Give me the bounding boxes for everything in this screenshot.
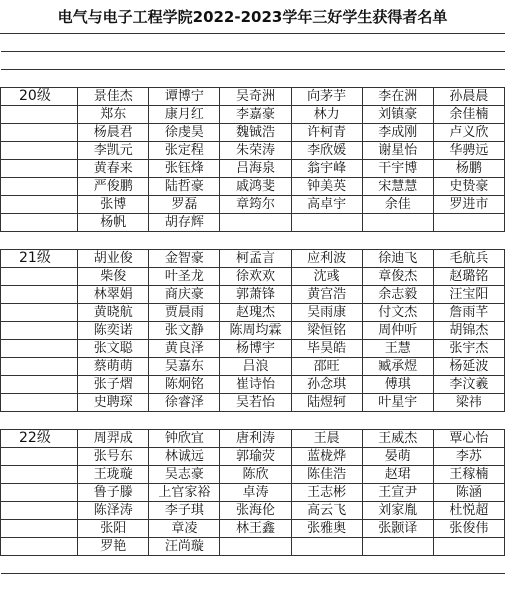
grade-cell: [1, 268, 78, 286]
student-name-cell: 黄春来: [78, 160, 149, 178]
student-name-cell: 张宇杰: [433, 340, 504, 358]
grade-label: 21级: [1, 250, 78, 268]
student-name-cell: 胡存辉: [149, 214, 220, 232]
student-name-cell: 叶星宇: [362, 394, 433, 412]
student-name-cell: 晏萌: [362, 448, 433, 466]
table-row: [1, 520, 505, 538]
student-name-cell: 余佳: [362, 196, 433, 214]
grade-cell: [1, 178, 78, 196]
student-name-cell: 蓝栊烨: [291, 448, 362, 466]
grade-cell: [1, 520, 78, 538]
spacer-row: [1, 556, 505, 574]
student-name-cell: 罗进市: [433, 196, 504, 214]
student-name-cell: 王志彬: [291, 484, 362, 502]
table-row: [1, 106, 505, 124]
student-name-cell: 陈欣: [220, 466, 291, 484]
student-name-cell: 李欣媛: [291, 142, 362, 160]
grade-label: 22级: [1, 430, 78, 448]
student-name-cell: 黄晓航: [78, 304, 149, 322]
student-name-cell: 黄良泽: [149, 340, 220, 358]
student-name-cell: 赵珺: [362, 466, 433, 484]
student-name-cell: 徐虔昊: [149, 124, 220, 142]
student-name-cell: 宋慧慧: [362, 178, 433, 196]
table-row: [1, 358, 505, 376]
grade-cell: [1, 196, 78, 214]
student-name-cell: [220, 214, 291, 232]
student-name-cell: 付文杰: [362, 304, 433, 322]
student-name-cell: 上官家裕: [149, 484, 220, 502]
student-name-cell: 赵瑰杰: [220, 304, 291, 322]
student-name-cell: 张定程: [149, 142, 220, 160]
student-name-cell: 高云飞: [291, 502, 362, 520]
student-name-cell: 向茅芋: [291, 88, 362, 106]
student-name-cell: 吕海泉: [220, 160, 291, 178]
student-name-cell: 陈周均霖: [220, 322, 291, 340]
student-name-cell: 魏铖浩: [220, 124, 291, 142]
spacer-row: [1, 34, 505, 52]
student-name-cell: 叶圣龙: [149, 268, 220, 286]
student-name-cell: 陈佳浩: [291, 466, 362, 484]
student-name-cell: 余佳楠: [433, 106, 504, 124]
student-name-cell: 杨延波: [433, 358, 504, 376]
roster-body: [1, 34, 505, 591]
table-row: [1, 142, 505, 160]
table-row: [1, 394, 505, 412]
table-row: [1, 376, 505, 394]
table-row: [1, 214, 505, 232]
student-name-cell: 谢星怡: [362, 142, 433, 160]
student-name-cell: 章凌: [149, 520, 220, 538]
student-name-cell: 刘镇豪: [362, 106, 433, 124]
student-name-cell: 张号东: [78, 448, 149, 466]
student-name-cell: 卢义欣: [433, 124, 504, 142]
student-name-cell: 王宣尹: [362, 484, 433, 502]
student-name-cell: 刘家胤: [362, 502, 433, 520]
grade-cell: [1, 376, 78, 394]
student-name-cell: 徐欢欢: [220, 268, 291, 286]
spacer-cell: [1, 34, 505, 52]
spacer-cell: [1, 52, 505, 70]
student-name-cell: 吴奇洲: [220, 88, 291, 106]
grade-label: 20级: [1, 88, 78, 106]
table-row: [1, 250, 505, 268]
grade-cell: [1, 466, 78, 484]
student-name-cell: 华骋远: [433, 142, 504, 160]
student-name-cell: 钟美英: [291, 178, 362, 196]
student-name-cell: 张钰烽: [149, 160, 220, 178]
student-name-cell: 章俊杰: [362, 268, 433, 286]
student-name-cell: 傅琪: [362, 376, 433, 394]
student-name-cell: 林力: [291, 106, 362, 124]
student-name-cell: 孙念琪: [291, 376, 362, 394]
student-name-cell: 毕昊皓: [291, 340, 362, 358]
student-name-cell: 谭博宁: [149, 88, 220, 106]
student-name-cell: 李凯元: [78, 142, 149, 160]
grade-cell: [1, 340, 78, 358]
table-row: [1, 268, 505, 286]
grade-cell: [1, 502, 78, 520]
spacer-cell: [1, 574, 505, 591]
student-name-cell: [291, 214, 362, 232]
student-name-cell: 陆煜轲: [291, 394, 362, 412]
roster-table: [0, 34, 505, 591]
student-name-cell: 杜悦超: [433, 502, 504, 520]
table-row: [1, 160, 505, 178]
grade-cell: [1, 106, 78, 124]
student-name-cell: 郑东: [78, 106, 149, 124]
table-row: [1, 304, 505, 322]
student-name-cell: 张俊伟: [433, 520, 504, 538]
student-name-cell: [220, 538, 291, 556]
grade-cell: [1, 124, 78, 142]
student-name-cell: 戚鸿斐: [220, 178, 291, 196]
student-name-cell: [433, 214, 504, 232]
student-name-cell: 杨鹏: [433, 160, 504, 178]
student-name-cell: 史聘琛: [78, 394, 149, 412]
student-name-cell: 翁宇峰: [291, 160, 362, 178]
student-name-cell: 杨晨君: [78, 124, 149, 142]
student-name-cell: 王晨: [291, 430, 362, 448]
student-name-cell: 张海伦: [220, 502, 291, 520]
student-name-cell: 张博: [78, 196, 149, 214]
student-name-cell: 卓涛: [220, 484, 291, 502]
spacer-row: [1, 52, 505, 70]
student-name-cell: 吴若怡: [220, 394, 291, 412]
student-name-cell: 汪尚璇: [149, 538, 220, 556]
student-name-cell: 杨帆: [78, 214, 149, 232]
student-name-cell: 朱荣涛: [220, 142, 291, 160]
student-name-cell: 黄宫浩: [291, 286, 362, 304]
student-name-cell: 林翠娟: [78, 286, 149, 304]
student-name-cell: 林王鑫: [220, 520, 291, 538]
spacer-cell: [1, 70, 505, 88]
grade-cell: [1, 484, 78, 502]
student-name-cell: 徐睿泽: [149, 394, 220, 412]
student-name-cell: 梁祎: [433, 394, 504, 412]
student-name-cell: 郭瑜荧: [220, 448, 291, 466]
student-name-cell: 张阳: [78, 520, 149, 538]
student-name-cell: 钟欣宜: [149, 430, 220, 448]
student-name-cell: 张颢译: [362, 520, 433, 538]
table-row: [1, 178, 505, 196]
student-name-cell: 汪宝阳: [433, 286, 504, 304]
student-name-cell: 王慧: [362, 340, 433, 358]
table-row: [1, 124, 505, 142]
student-name-cell: [433, 538, 504, 556]
student-name-cell: 陆哲豪: [149, 178, 220, 196]
student-name-cell: 覃心怡: [433, 430, 504, 448]
student-name-cell: 陈炯铭: [149, 376, 220, 394]
student-name-cell: 赵璐铭: [433, 268, 504, 286]
student-name-cell: 张雅奥: [291, 520, 362, 538]
student-name-cell: 陈泽涛: [78, 502, 149, 520]
student-name-cell: 李嘉豪: [220, 106, 291, 124]
student-name-cell: 蔡萌萌: [78, 358, 149, 376]
student-name-cell: 张文静: [149, 322, 220, 340]
spacer-row: [1, 412, 505, 430]
table-row: [1, 484, 505, 502]
student-name-cell: 贾晨雨: [149, 304, 220, 322]
table-row: [1, 88, 505, 106]
spacer-row: [1, 70, 505, 88]
student-name-cell: 吴志豪: [149, 466, 220, 484]
student-name-cell: 郭萧锋: [220, 286, 291, 304]
student-name-cell: 柯孟言: [220, 250, 291, 268]
student-name-cell: [362, 538, 433, 556]
student-name-cell: 毛航兵: [433, 250, 504, 268]
student-name-cell: 许柯青: [291, 124, 362, 142]
table-row: [1, 196, 505, 214]
student-name-cell: 李成刚: [362, 124, 433, 142]
table-row: [1, 448, 505, 466]
grade-cell: [1, 358, 78, 376]
student-name-cell: [362, 214, 433, 232]
student-name-cell: 应利波: [291, 250, 362, 268]
table-row: [1, 322, 505, 340]
student-name-cell: 鲁子滕: [78, 484, 149, 502]
student-name-cell: 余志毅: [362, 286, 433, 304]
spacer-row: [1, 232, 505, 250]
grade-cell: [1, 394, 78, 412]
student-name-cell: 邵旺: [291, 358, 362, 376]
student-name-cell: 吴雨康: [291, 304, 362, 322]
spacer-cell: [1, 412, 505, 430]
student-name-cell: 唐利涛: [220, 430, 291, 448]
student-name-cell: 周仲听: [362, 322, 433, 340]
student-name-cell: 孙晨晨: [433, 88, 504, 106]
student-name-cell: 吕浪: [220, 358, 291, 376]
student-name-cell: 商庆豪: [149, 286, 220, 304]
student-name-cell: 王珑璇: [78, 466, 149, 484]
student-name-cell: 李汶羲: [433, 376, 504, 394]
student-name-cell: 章筠尔: [220, 196, 291, 214]
table-row: [1, 502, 505, 520]
page-title: 电气与电子工程学院2022-2023学年三好学生获得者名单: [0, 0, 505, 34]
student-name-cell: 林诚远: [149, 448, 220, 466]
student-name-cell: 詹雨芊: [433, 304, 504, 322]
grade-cell: [1, 286, 78, 304]
grade-cell: [1, 448, 78, 466]
student-name-cell: 严俊鹏: [78, 178, 149, 196]
student-name-cell: 王威杰: [362, 430, 433, 448]
table-row: [1, 430, 505, 448]
student-name-cell: 崔诗怡: [220, 376, 291, 394]
student-name-cell: 周羿成: [78, 430, 149, 448]
student-name-cell: 张文聪: [78, 340, 149, 358]
grade-cell: [1, 538, 78, 556]
grade-cell: [1, 322, 78, 340]
student-name-cell: 干宇博: [362, 160, 433, 178]
student-name-cell: 陈奕诺: [78, 322, 149, 340]
table-row: [1, 286, 505, 304]
student-name-cell: 罗艳: [78, 538, 149, 556]
student-name-cell: 李子琪: [149, 502, 220, 520]
student-name-cell: 史贽豪: [433, 178, 504, 196]
table-row: [1, 340, 505, 358]
grade-cell: [1, 160, 78, 178]
student-name-cell: 徐迪飞: [362, 250, 433, 268]
student-name-cell: 臧承煜: [362, 358, 433, 376]
table-row: [1, 466, 505, 484]
student-name-cell: 胡业俊: [78, 250, 149, 268]
student-name-cell: 沈彧: [291, 268, 362, 286]
grade-cell: [1, 304, 78, 322]
student-name-cell: 李苏: [433, 448, 504, 466]
student-name-cell: 柴俊: [78, 268, 149, 286]
spacer-cell: [1, 232, 505, 250]
grade-cell: [1, 142, 78, 160]
student-name-cell: [291, 538, 362, 556]
student-name-cell: 高卓宇: [291, 196, 362, 214]
student-name-cell: 康月红: [149, 106, 220, 124]
student-name-cell: 李在洲: [362, 88, 433, 106]
student-name-cell: 金智豪: [149, 250, 220, 268]
student-name-cell: 罗磊: [149, 196, 220, 214]
spacer-row: [1, 574, 505, 591]
student-name-cell: 梁恒铭: [291, 322, 362, 340]
spacer-cell: [1, 556, 505, 574]
student-name-cell: 胡锦杰: [433, 322, 504, 340]
student-name-cell: 陈涵: [433, 484, 504, 502]
student-name-cell: 杨博宇: [220, 340, 291, 358]
student-name-cell: 景佳杰: [78, 88, 149, 106]
table-row: [1, 538, 505, 556]
grade-cell: [1, 214, 78, 232]
student-name-cell: 王稼楠: [433, 466, 504, 484]
student-name-cell: 吴嘉东: [149, 358, 220, 376]
student-name-cell: 张子熠: [78, 376, 149, 394]
